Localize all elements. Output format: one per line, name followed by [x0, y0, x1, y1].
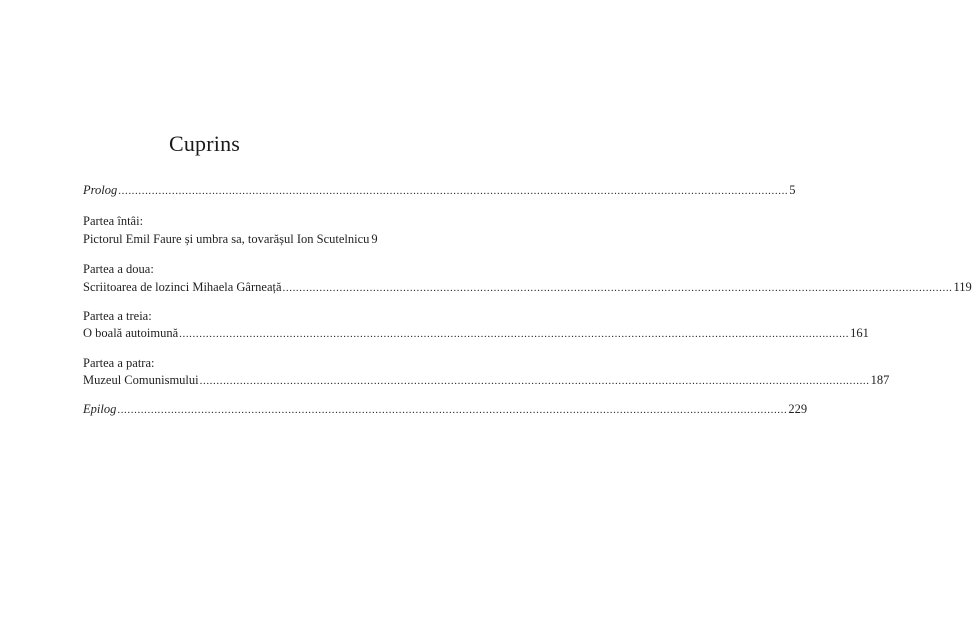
toc-entry-part-2[interactable] [83, 279, 972, 295]
toc-entry-title: Muzeul Comunismului [83, 373, 199, 387]
dot-leader: ........................................................................................................................................................................................................ [118, 185, 789, 197]
toc-part-label: Partea a treia: [83, 309, 152, 323]
toc-page-number: 161 [850, 326, 869, 340]
toc-page-number: 187 [870, 373, 890, 387]
toc-entry-title: Scriitoarea de lozinci Mihaela Gârneață [83, 280, 282, 294]
toc-part-label: Partea întâi: [83, 214, 144, 228]
toc-entry-title: Epilog [83, 402, 117, 416]
dot-leader: ........................................................................................................................................................................................................ [179, 328, 850, 340]
toc-page-number: 119 [953, 280, 972, 294]
toc-part-label: Partea a doua: [83, 262, 154, 276]
toc-entry-epilog[interactable] [83, 401, 808, 417]
dot-leader: ........................................................................................................................................................................................................ [282, 282, 953, 294]
toc-page-number: 229 [788, 402, 808, 416]
toc-page-number: 9 [371, 232, 378, 246]
toc-entry-part-4[interactable] [83, 372, 890, 388]
toc-entry-prolog[interactable] [83, 182, 796, 198]
dot-leader: ........................................................................................................................................................................................................ [117, 404, 788, 416]
toc-page-number: 5 [789, 183, 796, 197]
toc-part-label: Partea a patra: [83, 356, 155, 370]
toc-entry-title: Pictorul Emil Faure și umbra sa, tovarășul Ion Scutelnicu [83, 232, 370, 246]
toc-entry-title: Prolog [83, 183, 118, 197]
toc-heading: Cuprins [168, 131, 241, 156]
toc-entry-part-3[interactable] [83, 325, 869, 341]
toc-entry-title: O boală autoimună [83, 326, 179, 340]
toc-entry-part-1[interactable] [83, 231, 378, 247]
dot-leader: ........................................................................................................................................................................................................ [199, 375, 870, 387]
